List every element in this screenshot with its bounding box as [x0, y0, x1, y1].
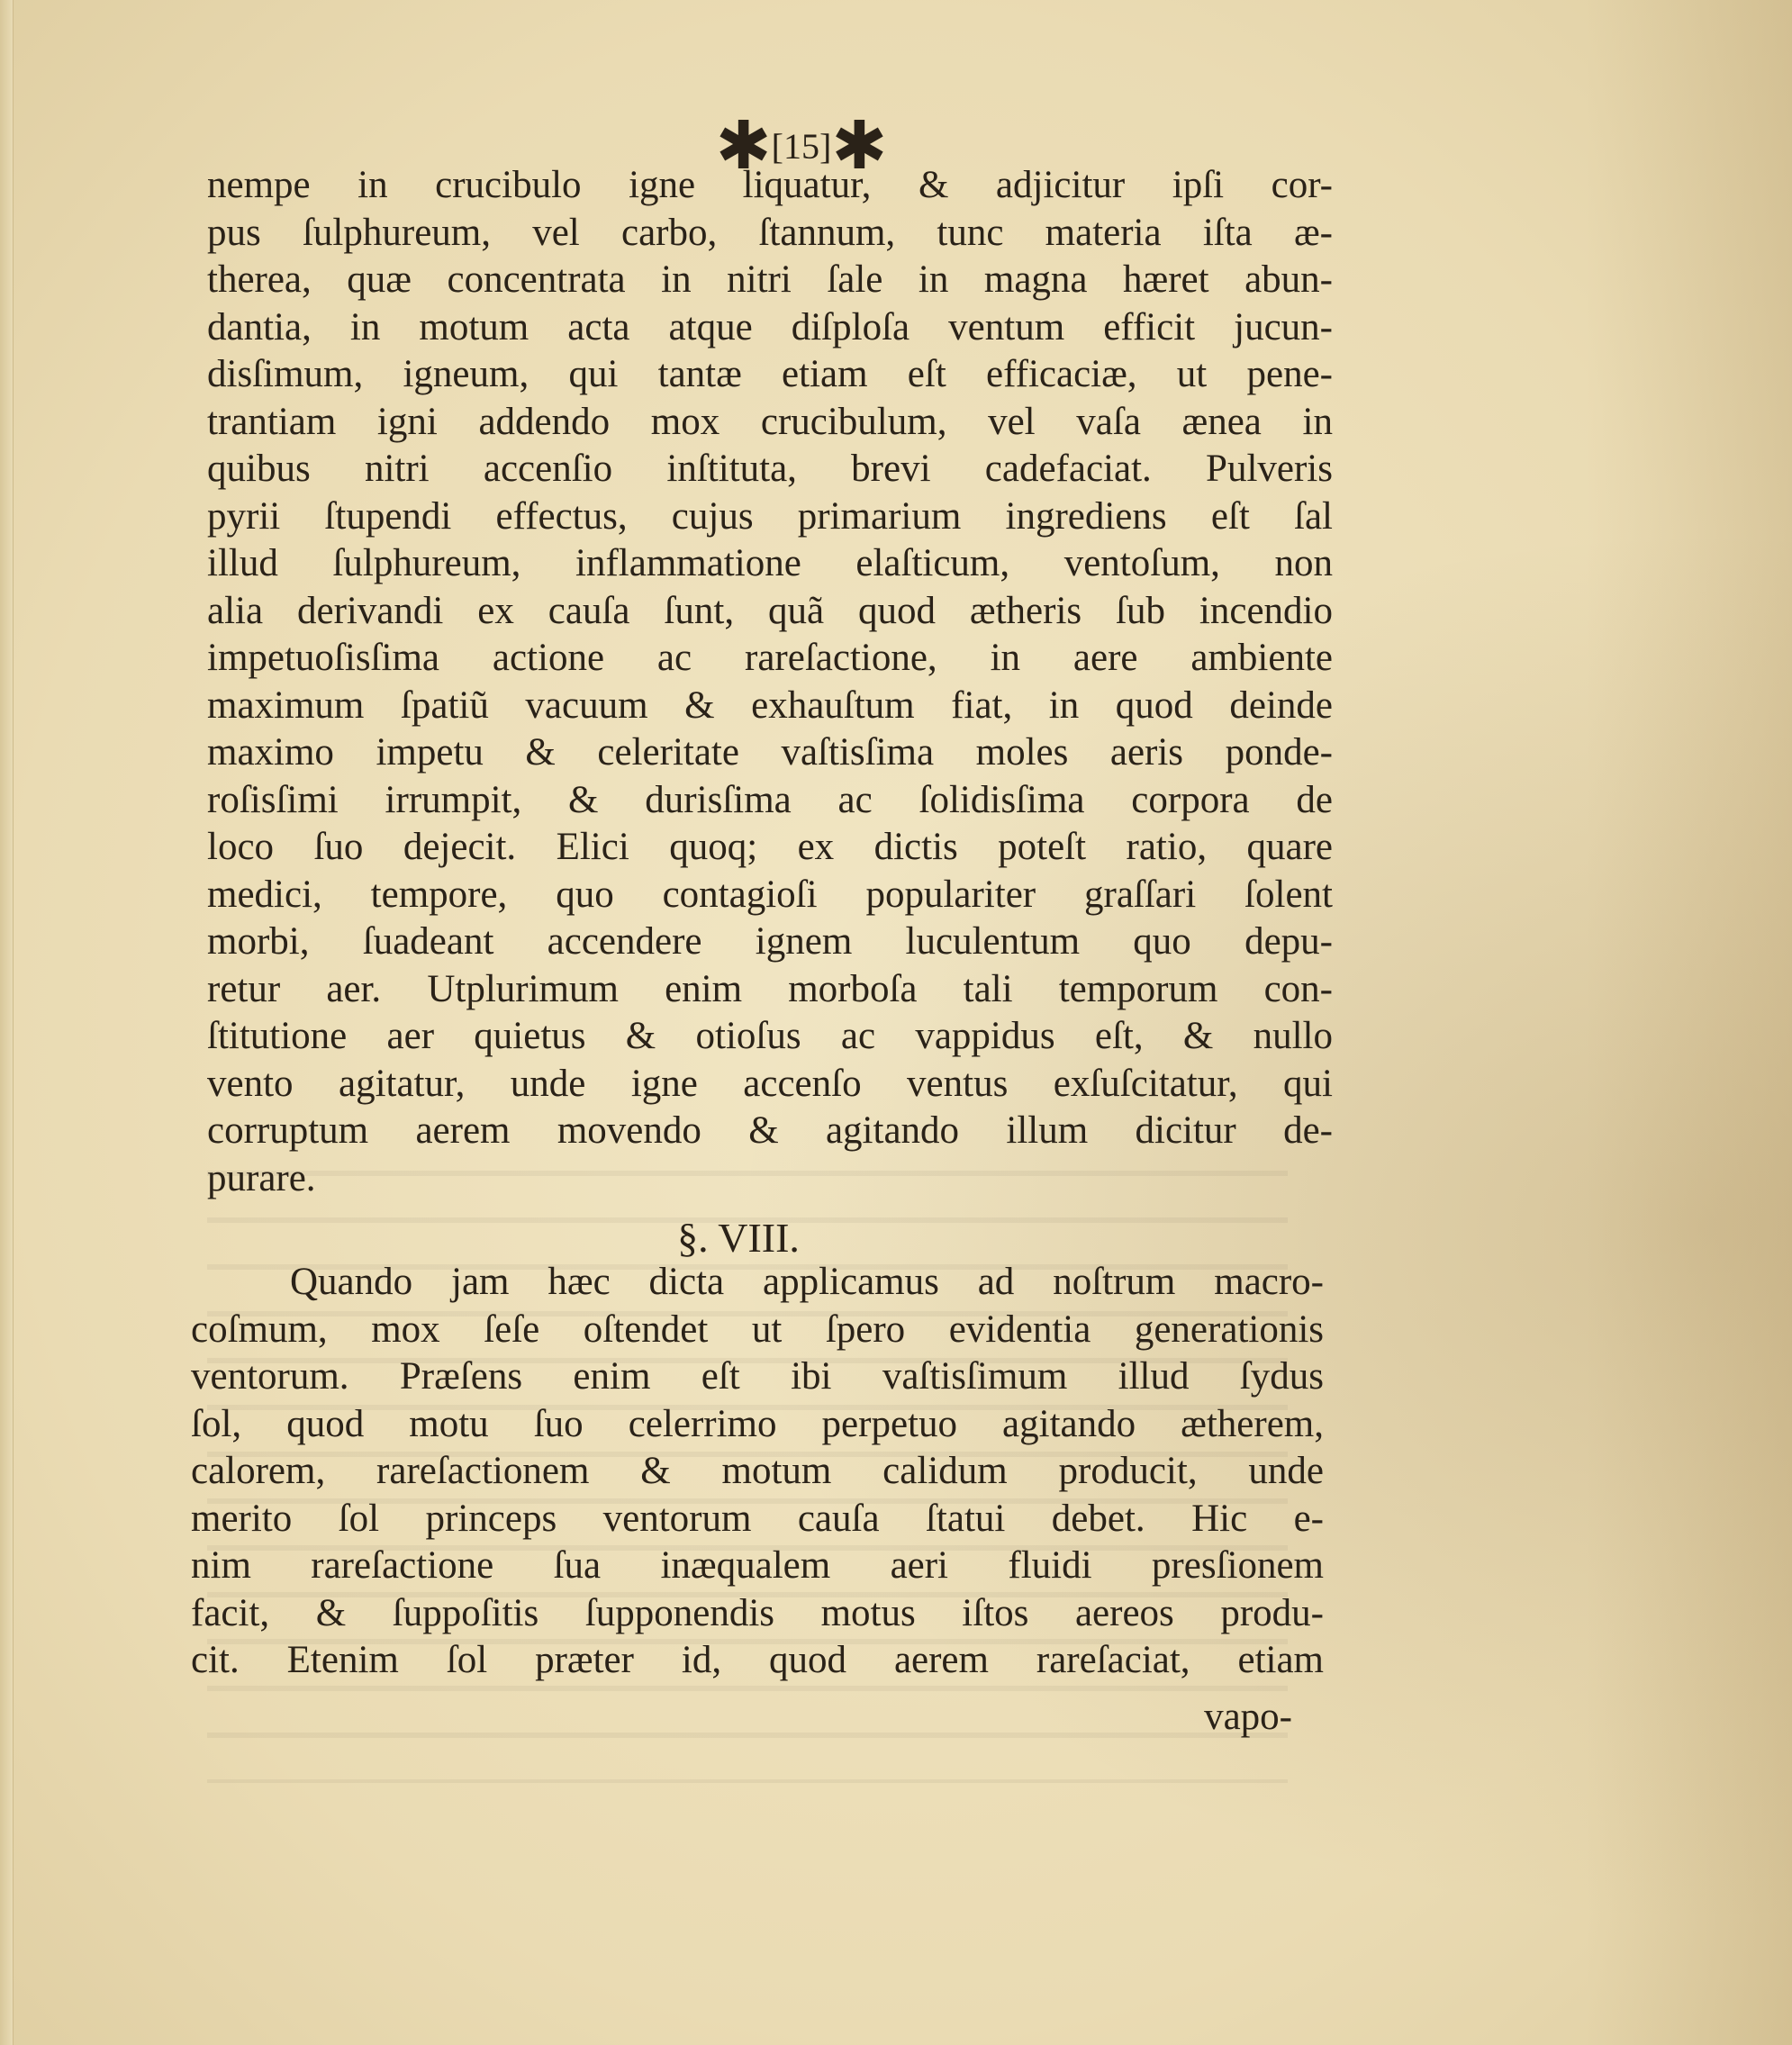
- text-line: facit, & ſuppoſitis ſupponendis motus iſtos aereos produ-: [191, 1591, 1324, 1634]
- text-line: quibus nitri accenſio inſtituta, brevi cadefaciat. Pulveris: [207, 448, 1333, 490]
- text-line: cit. Etenim ſol præter id, quod aerem rareſaciat, etiam: [191, 1639, 1324, 1681]
- text-line: ſtitutione aer quietus & otioſus ac vappidus eſt, & nullo: [207, 1015, 1333, 1057]
- paragraph-1: [207, 162, 1333, 1202]
- text-line: morbi, ſuadeant accendere ignem luculentum quo depu-: [207, 920, 1333, 963]
- text-line: dantia, in motum acta atque diſploſa ventum efficit jucun-: [207, 305, 1333, 348]
- text-line: Quando jam hæc dicta applicamus ad noſtrum macro-: [290, 1261, 1324, 1303]
- text-line: nempe in crucibulo igne liquatur, & adjicitur ipſi cor-: [207, 164, 1333, 206]
- text-line: retur aer. Utplurimum enim morboſa tali temporum con-: [207, 967, 1333, 1010]
- text-line: alia derivandi ex cauſa ſunt, quã quod ætheris ſub incendio: [207, 589, 1333, 632]
- text-line: impetuoſisſima actione ac rareſactione, in aere ambiente: [207, 637, 1333, 679]
- text-line: calorem, rareſactionem & motum calidum producit, unde: [191, 1450, 1324, 1492]
- text-line: maximum ſpatiũ vacuum & exhauſtum fiat, in quod deinde: [207, 683, 1333, 727]
- text-line: disſimum, igneum, qui tantæ etiam eſt efficaciæ, ut pene-: [207, 353, 1333, 395]
- text-line: pus ſulphureum, vel carbo, ſtannum, tunc materia iſta æ-: [207, 211, 1333, 254]
- text-line: illud ſulphureum, inflammatione elaſticum, ventoſum, non: [207, 542, 1333, 584]
- text-line: pyrii ſtupendi effectus, cujus primarium ingrediens eſt ſal: [207, 494, 1333, 538]
- text-line: medici, tempore, quo contagioſi populariter graſſari ſolent: [207, 873, 1333, 916]
- text-line: roſisſimi irrumpit, & durisſima ac ſolidisſima corpora de: [207, 778, 1333, 821]
- text-line: merito ſol princeps ventorum cauſa ſtatui debet. Hic e-: [191, 1497, 1324, 1540]
- text-line: ventorum. Præſens enim eſt ibi vaſtisſimum illud ſydus: [191, 1355, 1324, 1398]
- page-shadow: [1585, 0, 1792, 2045]
- page-gutter: [0, 0, 14, 2045]
- text-line: trantiam igni addendo mox crucibulum, vel vaſa ænea in: [207, 400, 1333, 443]
- text-line: coſmum, mox ſeſe oſtendet ut ſpero evidentia generationis: [191, 1308, 1324, 1351]
- paragraph-2: [191, 1259, 1324, 1685]
- text-line: purare.: [207, 1156, 316, 1199]
- section-heading: §. VIII.: [677, 1215, 800, 1261]
- text-line: nim rareſactione ſua inæqualem aeri fluidi presſionem: [191, 1544, 1324, 1587]
- text-line: vento agitatur, unde igne accenſo ventus exſuſcitatur, qui: [207, 1062, 1333, 1105]
- text-line: therea, quæ concentrata in nitri ſale in magna hæret abun-: [207, 258, 1333, 301]
- page-number: [15]: [771, 126, 832, 167]
- ornament-left-icon: ✱: [715, 110, 772, 185]
- text-line: maximo impetu & celeritate vaſtisſima moles aeris ponde-: [207, 731, 1333, 774]
- text-line: loco ſuo dejecit. Elici quoq; ex dictis poteſt ratio, quare: [207, 826, 1333, 868]
- ornament-right-icon: ✱: [831, 110, 888, 185]
- text-line: corruptum aerem movendo & agitando illum dicitur de-: [207, 1109, 1333, 1152]
- text-line: ſol, quod motu ſuo celerrimo perpetuo agitando ætherem,: [191, 1402, 1324, 1445]
- catchword: vapo-: [1204, 1696, 1292, 1738]
